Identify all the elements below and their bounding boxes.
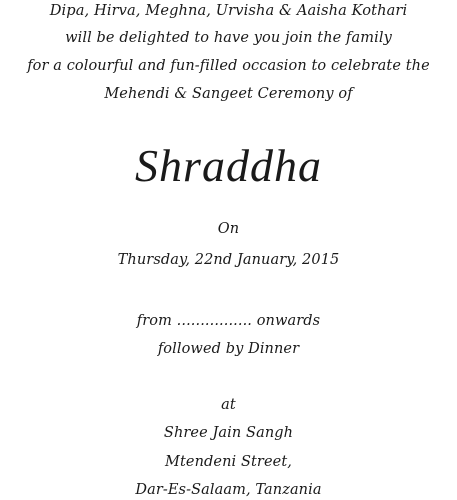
honoree-name: Shraddha	[135, 140, 322, 191]
event-date: Thursday, 22nd January, 2015	[117, 252, 340, 268]
venue-street: Mtendeni Street,	[165, 454, 292, 470]
event-time: from ................ onwards	[136, 313, 321, 329]
venue-city: Dar-Es-Salaam, Tanzania	[135, 482, 322, 498]
event-name-line: Mehendi & Sangeet Ceremony of	[104, 86, 353, 102]
on-label: On	[217, 221, 240, 237]
followed-by-line: followed by Dinner	[157, 341, 300, 357]
invite-line-2: for a colourful and fun-filled occasion to celebrate the	[27, 58, 430, 74]
venue-name: Shree Jain Sangh	[163, 425, 294, 441]
invite-line-1: will be delighted to have you join the family	[65, 30, 392, 46]
at-label: at	[221, 397, 236, 413]
hosts-line: Dipa, Hirva, Meghna, Urvisha & Aaisha Kothari	[49, 2, 408, 19]
